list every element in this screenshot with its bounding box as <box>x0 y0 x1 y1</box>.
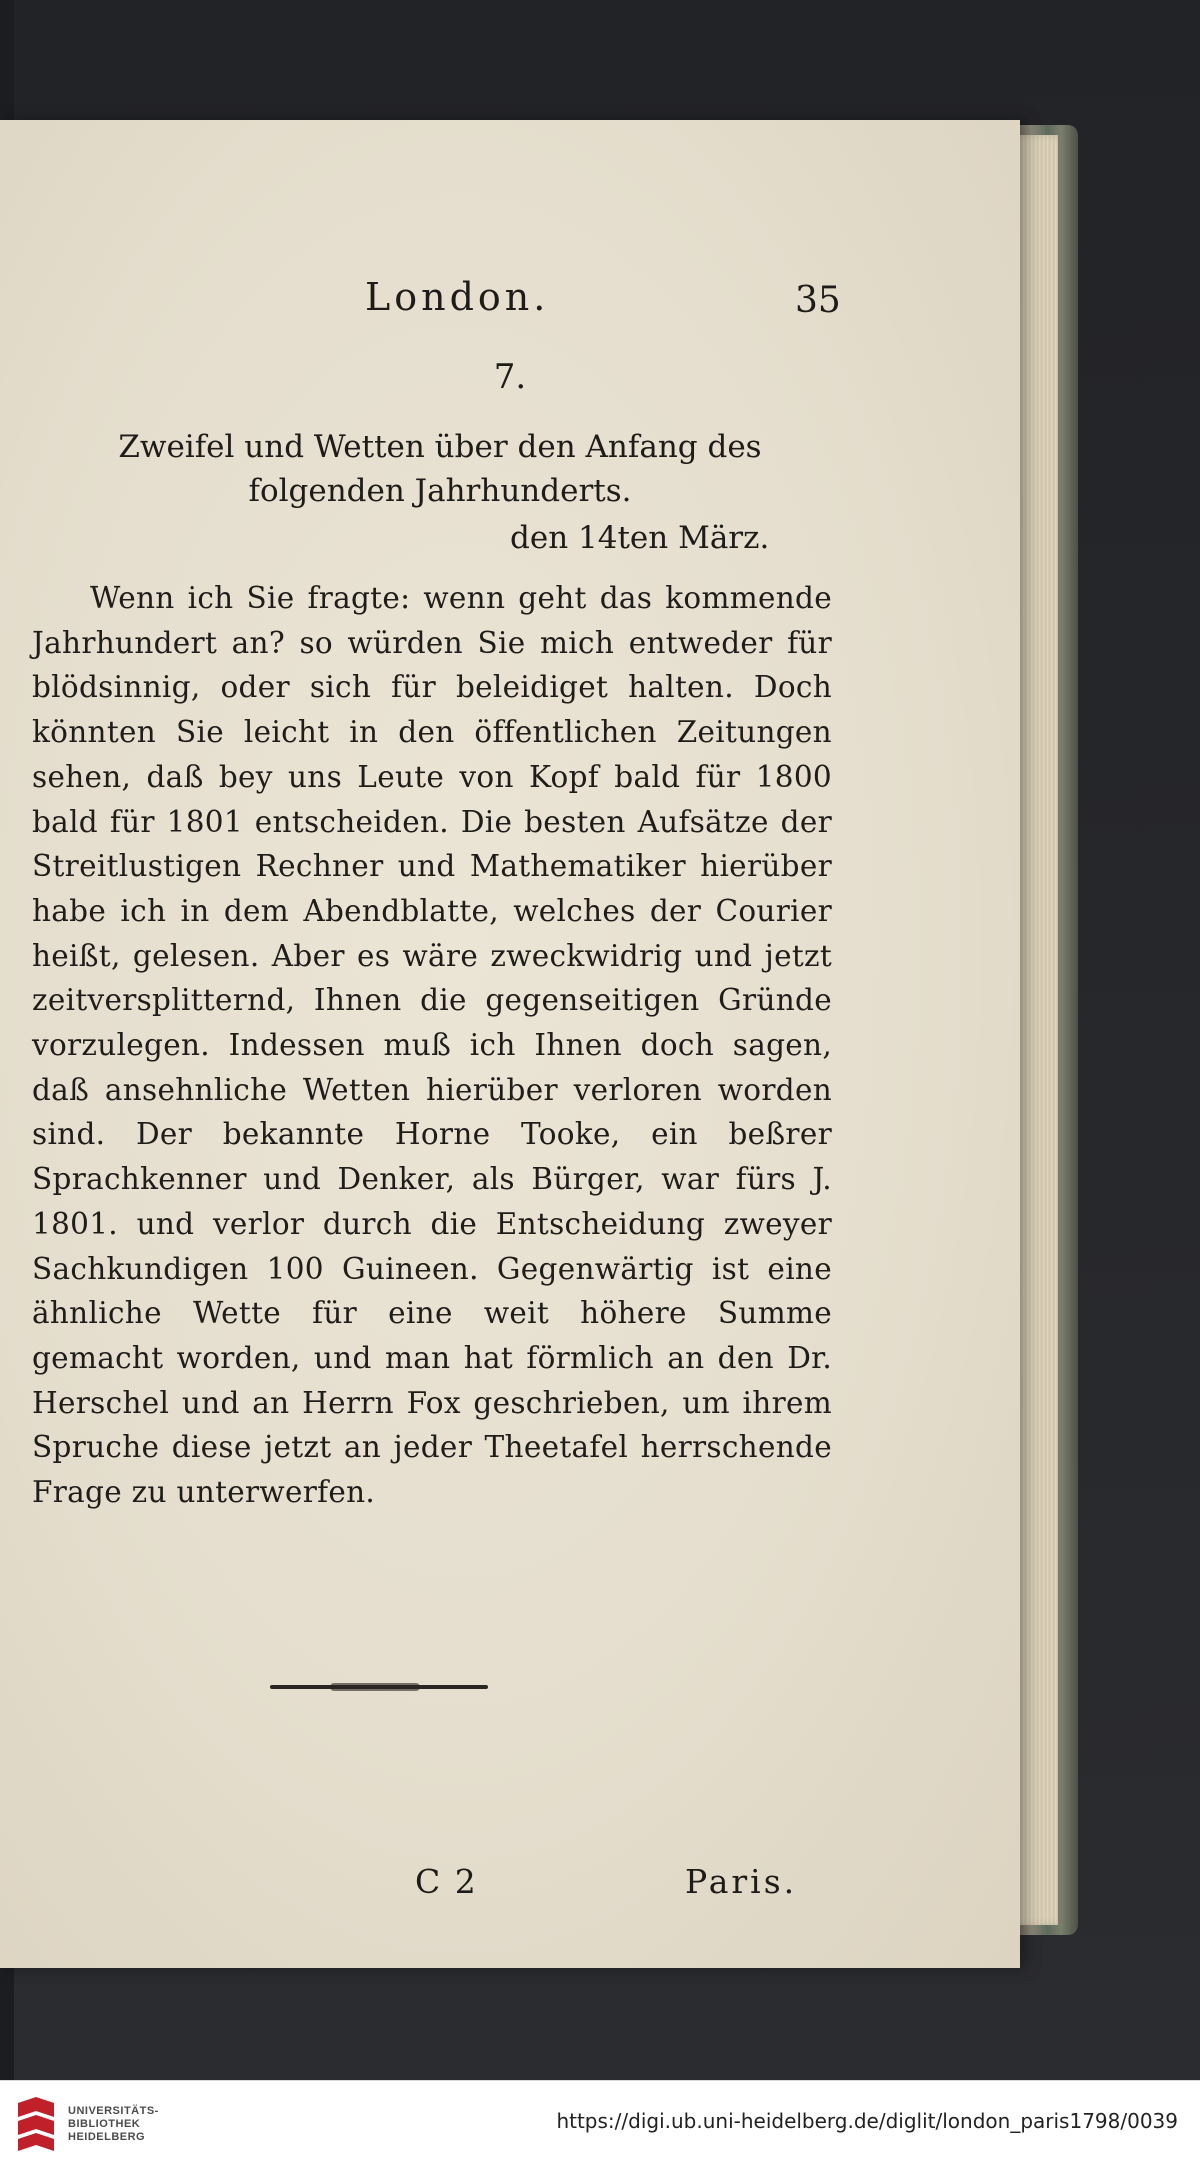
catchword: Paris. <box>685 1862 798 1901</box>
section-number: 7. <box>493 357 527 397</box>
footer-bar <box>0 2080 1200 2168</box>
library-name-line: UNIVERSITÄTS- <box>68 2105 159 2117</box>
date-line: den 14ten März. <box>510 520 770 556</box>
body-paragraph: Wenn ich Sie fragte: wenn geht das kommende Jahrhundert an? so würden Sie mich entweder für blödsinnig, oder sich für beleidiget halten. Doch könnten Sie leicht in den öffentlichen Zeitungen sehen, daß bey uns Leute von Kopf bald für 1800 bald für 1801 entscheiden. Die besten Aufsätze der Streitlustigen Rechner und Mathematiker hierüber habe ich in dem Abendblatte, welches der Courier heißt, gelesen. Aber es wäre zweckwidrig und jetzt zeitversplitternd, Ihnen die gegenseitigen Gründe vorzulegen. Indessen muß ich Ihnen doch sagen, daß ansehnliche Wetten hierüber verloren worden sind. Der bekannte Horne Tooke, ein beßrer Sprachkenner und Denker, als Bürger, war fürs J. 1801. und verlor durch die Entscheidung zweyer Sachkundigen 100 Guineen. Gegenwärtig ist eine ähnliche Wette für eine weit höhere Summe gemacht worden, und man hat förmlich an den Dr. Herschel und an Herrn Fox geschrieben, um ihrem Spruche diese jetzt an jeder Theetafel herrschende Frage zu unterwerfen. <box>32 581 832 1510</box>
book-page <box>0 120 1020 1968</box>
page-number: 35 <box>795 280 841 321</box>
section-end-rule <box>270 1685 488 1689</box>
library-name <box>68 2105 159 2144</box>
library-name-line: BIBLIOTHEK <box>68 2118 141 2130</box>
signature-mark: C 2 <box>415 1862 478 1901</box>
permalink-url[interactable]: https://digi.ub.uni-heidelberg.de/diglit/london_paris1798/0039 <box>556 2109 1178 2133</box>
university-logo-icon <box>14 2095 60 2155</box>
library-name-line: HEIDELBERG <box>68 2131 146 2143</box>
section-title: Zweifel und Wetten über den Anfang des folgenden Jahrhunderts. <box>118 429 762 509</box>
body-text <box>32 576 832 1515</box>
running-head: London. <box>365 275 550 319</box>
